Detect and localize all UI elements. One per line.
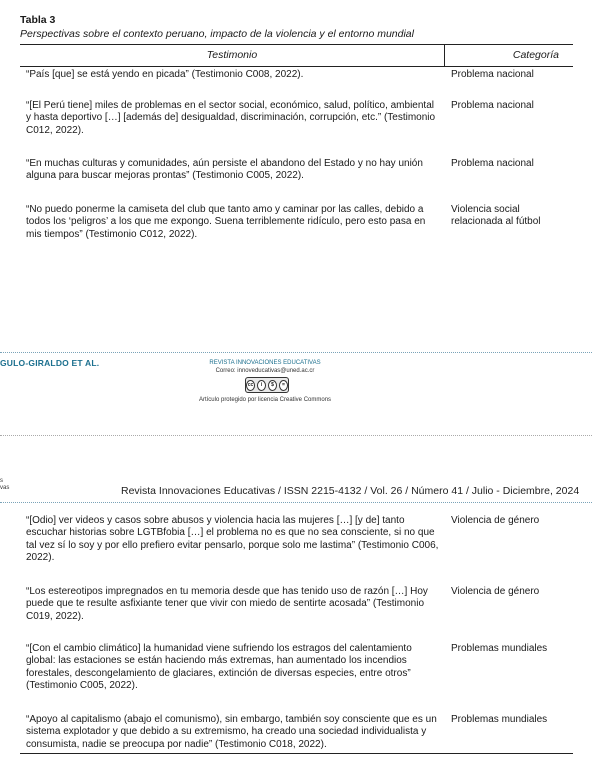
footer-email: Correo: innoveducativas@uned.ac.cr xyxy=(215,368,315,374)
table-header xyxy=(20,44,573,67)
table-row-category: Violencia social relacionada al fútbol xyxy=(451,204,541,228)
column-header-categoria: Categoría xyxy=(512,49,559,61)
table-row-quote: “[Con el cambio climático] la humanidad viene sufriendo los estragos del calentamiento global: las estaciones se están haciendo más extremas, han aumentado los incendios forestales, descongelamiento de glaciares, extinción de diversas especies, entre otros” (Testimonio C005, 2022). xyxy=(26,643,412,692)
table-row-quote: “[El Perú tiene] miles de problemas en el sector social, económico, salud, político, ambiental y hasta deportivo […] [además de] desigualdad, discriminación, corrupción, etc.” (Testimonio C012, 2022). xyxy=(26,100,436,136)
table-row-quote: “[Odio] ver videos y casos sobre abusos y violencia hacia las mujeres […] [y de] tanto escuchar historias sobre LGTBfobia […] el problema no es que no sea consciente, si no que tal vez sí lo soy y por ello prefiero evitar pensarlo, porque solo me lastima” (Testimonio C006, 2022). xyxy=(26,515,439,564)
journal-logo-fragment: s vas xyxy=(0,478,10,491)
column-header-testimonio: Testimonio xyxy=(20,45,445,66)
table-row-quote: “País [que] se está yendo en picada” (Testimonio C008, 2022). xyxy=(26,69,304,80)
footer-journal: REVISTA INNOVACIONES EDUCATIVAS xyxy=(209,360,321,366)
nd-icon: = xyxy=(279,380,288,391)
table-row-quote: “En muchas culturas y comunidades, aún persiste el abandono del Estado y no hay unión alguna para buscar mejoras prontas” (Testimonio C005, 2022). xyxy=(26,158,423,182)
table-row-category: Problemas mundiales xyxy=(451,714,548,725)
table-row-category: Problema nacional xyxy=(451,69,534,80)
table-row-category: Problema nacional xyxy=(451,158,534,169)
running-header: Revista Innovaciones Educativas / ISSN 2215-4132 / Vol. 26 / Número 41 / Julio - Diciembre, 2024 xyxy=(121,485,580,497)
cc-icon: cc xyxy=(246,380,255,391)
table-title: Perspectivas sobre el contexto peruano, impacto de la violencia y el entorno mundial xyxy=(20,28,414,40)
table-row-category: Problemas mundiales xyxy=(451,643,548,654)
by-icon: i xyxy=(257,380,266,391)
table-bottom-rule xyxy=(20,753,573,754)
table-row-quote: “Apoyo al capitalismo (abajo el comunismo), sin embargo, también soy consciente que es un sistema explotador y que debido a su extremismo, ha creado una sociedad individualista y consumista, nadie se preocupa por nadie” (Testimonio C018, 2022). xyxy=(26,714,437,750)
table-row-category: Problema nacional xyxy=(451,100,534,111)
page-break-divider xyxy=(0,435,592,436)
header-divider xyxy=(0,502,592,503)
footer-author: GULO-GIRALDO ET AL. xyxy=(0,358,100,368)
table-row-quote: “Los estereotipos impregnados en tu memoria desde que has tenido uso de razón […] Hoy puede que te resulte asfixiante tener que vivir con miedo de sentirte acosada” (Testimonio C019, 2022). xyxy=(26,586,428,622)
nc-icon: $ xyxy=(268,380,277,391)
footer-license: Artículo protegido por licencia Creative Commons xyxy=(198,397,332,403)
table-row-quote: “No puedo ponerme la camiseta del club que tanto amo y caminar por las calles, debido a todos los ‘peligros’ a los que me expongo. Suena terriblemente ridículo, pero esto pasa en mis tiempos” (Testimonio C012, 2022). xyxy=(26,204,426,240)
footer-divider xyxy=(0,352,592,353)
table-row-category: Violencia de género xyxy=(451,586,540,597)
table-label: Tabla 3 xyxy=(20,14,56,26)
table-row-category: Violencia de género xyxy=(451,515,540,526)
creative-commons-badge xyxy=(245,377,289,393)
